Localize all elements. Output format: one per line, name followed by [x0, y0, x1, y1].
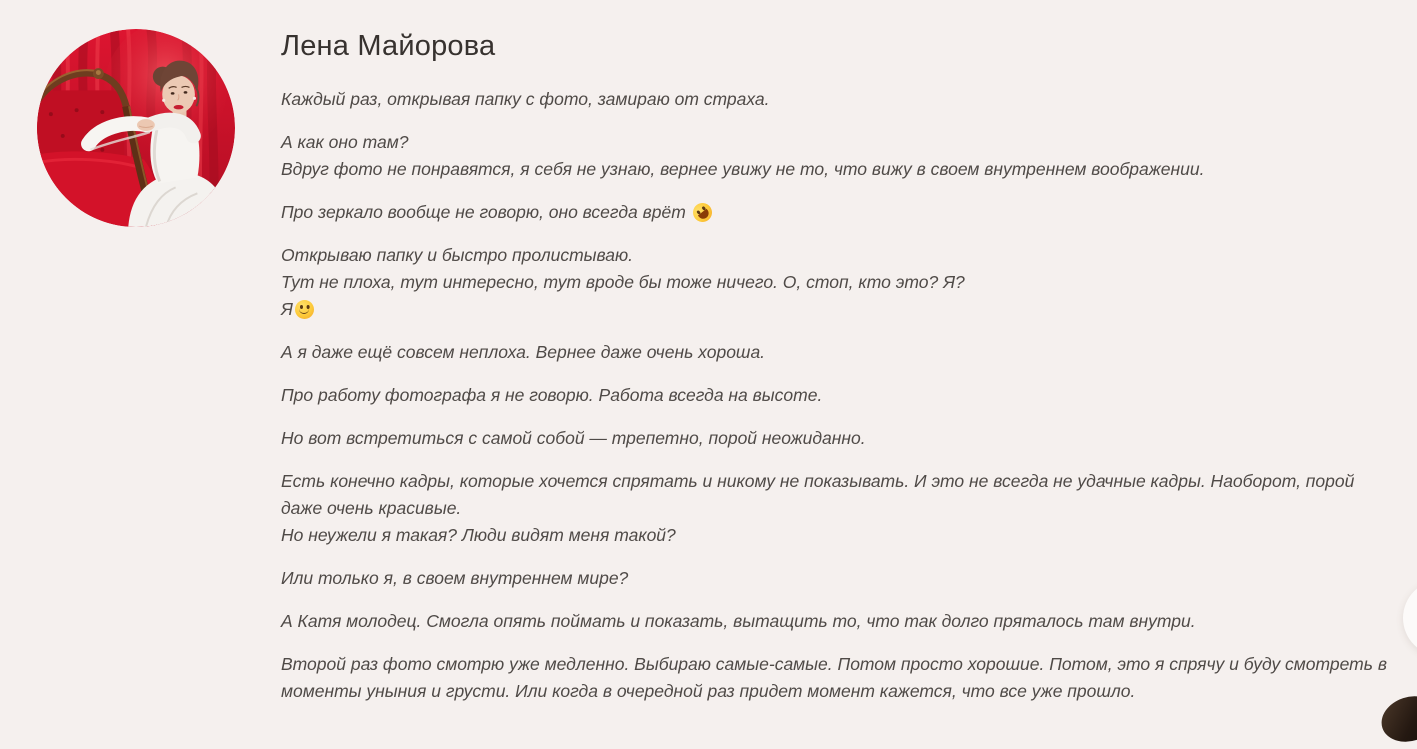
testimonial-paragraph [281, 339, 1387, 366]
rofl-emoji-icon [689, 199, 716, 226]
text-line: А Катя молодец. Смогла опять поймать и показать, вытащить то, что так долго пряталось там внутри. [281, 611, 1196, 631]
text-line: А я даже ещё совсем неплоха. Вернее даже очень хороша. [281, 342, 766, 362]
text-line: Но вот встретиться с самой собой — трепетно, порой неожиданно. [281, 428, 866, 448]
testimonial-content [281, 0, 1387, 721]
testimonial-paragraph [281, 468, 1387, 549]
text-line: Каждый раз, открывая папку с фото, замираю от страха. [281, 89, 770, 109]
testimonial-paragraph [281, 242, 1387, 323]
testimonial-paragraph [281, 382, 1387, 409]
testimonial-paragraph [281, 129, 1387, 183]
text-line: Есть конечно кадры, которые хочется спрятать и никому не показывать. И это не всегда не удачные кадры. Наоборот, порой даже очень красивые. [281, 471, 1355, 518]
testimonial-paragraph [281, 651, 1387, 705]
testimonial-text [281, 86, 1387, 705]
smile-emoji-icon [295, 300, 314, 319]
testimonial-paragraph [281, 608, 1387, 635]
text-line: Но неужели я такая? Люди видят меня такой? [281, 525, 676, 545]
text-line: Второй раз фото смотрю уже медленно. Выбираю самые-самые. Потом просто хорошие. Потом, это я спрячу и буду смотреть в моменты уныния и грусти. Или когда в очередной раз придет момент кажется, что все уже прошло. [281, 654, 1387, 701]
text-line: Тут не плоха, тут интересно, тут вроде бы тоже ничего. О, стоп, кто это? Я? [281, 272, 965, 292]
profile-photo [37, 29, 235, 227]
text-line: А как оно там? [281, 132, 409, 152]
text-line: Открываю папку и быстро пролистываю. [281, 245, 634, 265]
testimonial-paragraph [281, 425, 1387, 452]
testimonial-paragraph [281, 86, 1387, 113]
text-line: Про работу фотографа я не говорю. Работа всегда на высоте. [281, 385, 823, 405]
profile-name: Лена Майорова [281, 30, 496, 62]
testimonial-paragraph [281, 199, 1387, 226]
testimonial-paragraph [281, 565, 1387, 592]
text-line: Про зеркало вообще не говорю, оно всегда врёт [281, 202, 714, 222]
text-line: Я [281, 299, 316, 319]
carousel-next-button[interactable] [1403, 580, 1417, 656]
text-line: Вдруг фото не понравятся, я себя не узнаю, вернее увижу не то, что вижу в своем внутреннем воображении. [281, 159, 1205, 179]
text-line: Или только я, в своем внутреннем мире? [281, 568, 629, 588]
profile-photo-image [37, 29, 235, 227]
